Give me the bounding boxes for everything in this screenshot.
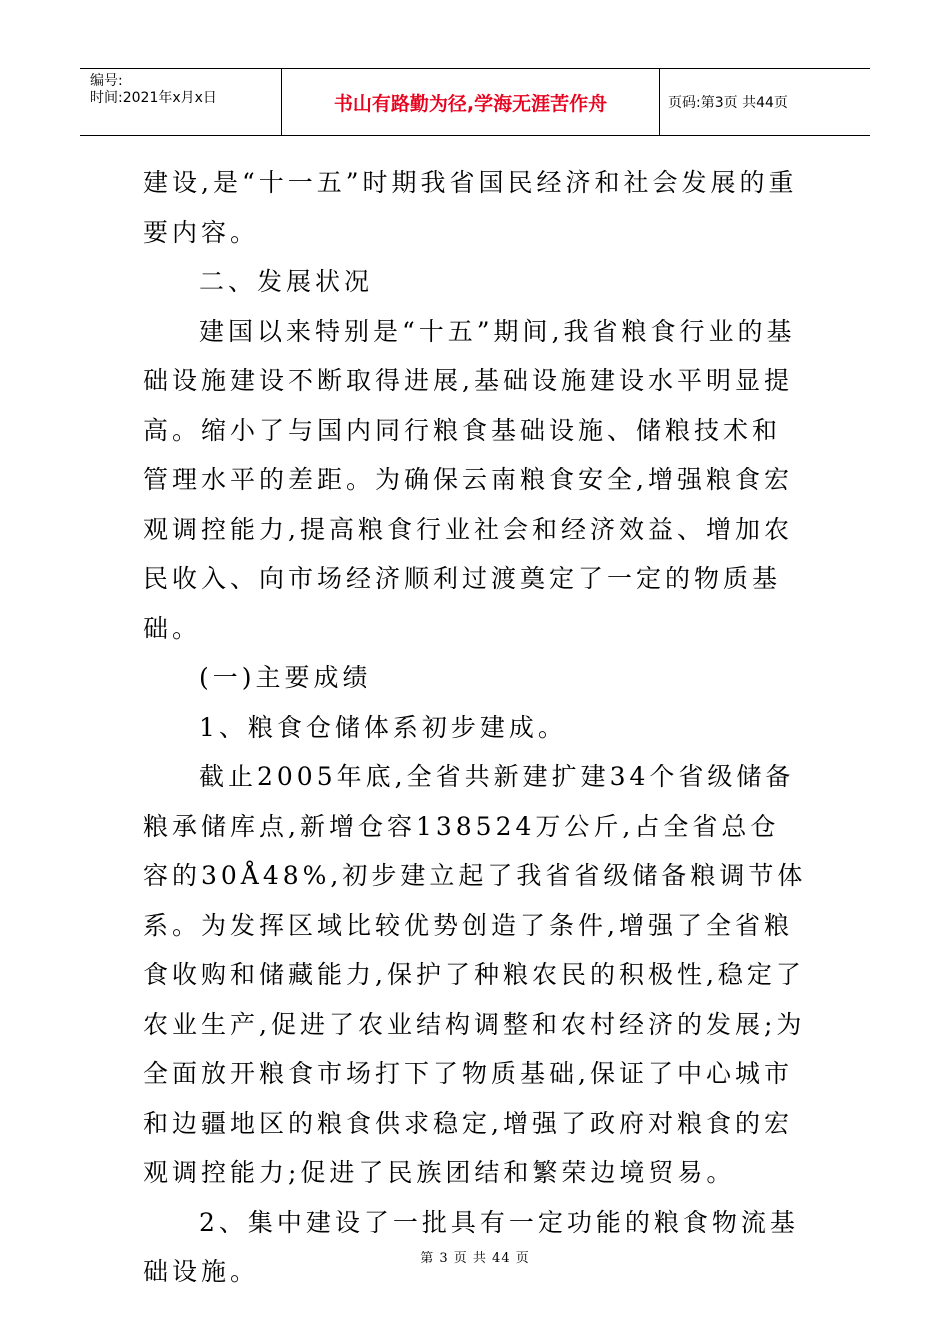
- time-label: 时间:2021年x月x日: [90, 90, 217, 106]
- page-header: [80, 68, 870, 136]
- section-heading: 二、发展状况: [199, 267, 374, 296]
- paragraph: 建国以来特别是“十五”期间,我省粮食行业的基础设施建设不断取得进展,基础设施建设水平明显提高。缩小了与国内同行粮食基础设施、储粮技术和管理水平的差距。为确保云南粮食安全,增强粮食宏观调控能力,提高粮食行业社会和经济效益、增加农民收入、向市场经济顺利过渡奠定了一定的物质基础。: [143, 316, 796, 643]
- header-motto: 书山有路勤为径,学海无涯苦作舟: [282, 69, 660, 135]
- header-page-info: 页码:第3页 共44页: [668, 95, 788, 111]
- subsection-heading: (一)主要成绩: [199, 663, 372, 692]
- page-footer: 第 3 页 共 44 页: [420, 1251, 530, 1266]
- header-meta: [80, 69, 282, 135]
- doc-number-label: 编号:: [90, 73, 123, 89]
- paragraph: 建设,是“十一五”时期我省国民经济和社会发展的重要内容。: [143, 168, 798, 247]
- paragraph: 截止2005年底,全省共新建扩建34个省级储备粮承储库点,新增仓容138524万公斤,占全省总仓容的30Å48%,初步建立起了我省省级储备粮调节体系。为发挥区域比较优势创造了条件,增强了全省粮食收购和储藏能力,保护了种粮农民的积极性,稳定了农业生产,促进了农业结构调整和农村经济的发展;为全面放开粮食市场打下了物质基础,保证了中心城市和边疆地区的粮食供求稳定,增强了政府对粮食的宏观调控能力;促进了民族团结和繁荣边境贸易。: [143, 762, 807, 1187]
- document-body: [143, 158, 807, 1297]
- list-item-heading: 1、粮食仓储体系初步建成。: [199, 712, 567, 742]
- list-item-heading: 2、集中建设了一批具有一定功能的粮食物流基础设施。: [143, 1207, 799, 1286]
